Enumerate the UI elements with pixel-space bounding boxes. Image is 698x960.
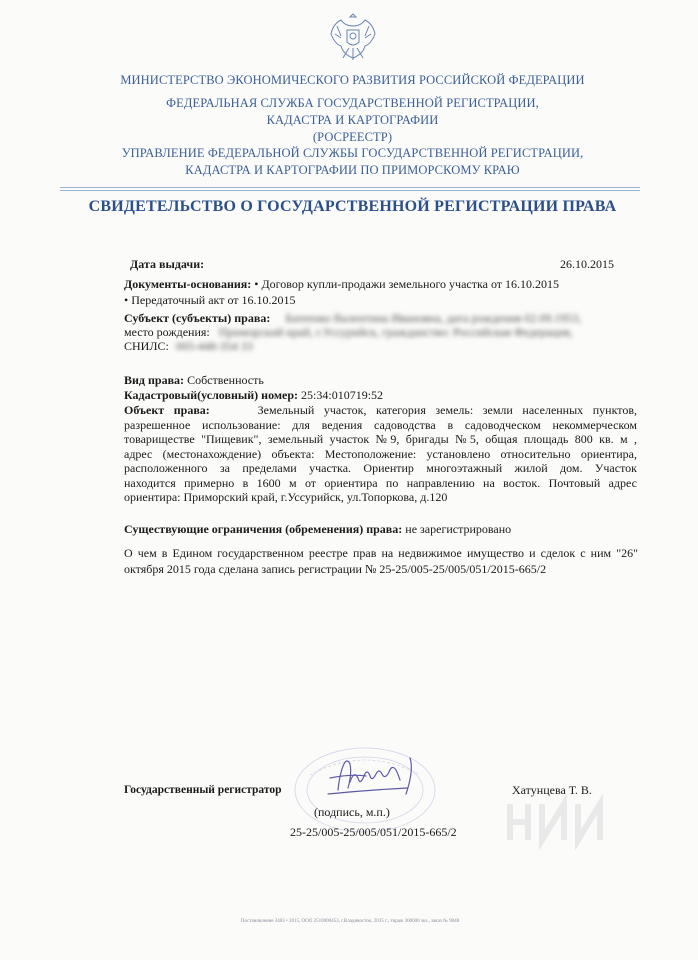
document-title: СВИДЕТЕЛЬСТВО О ГОСУДАРСТВЕННОЙ РЕГИСТРАЦИИ ПРАВА — [88, 198, 617, 215]
service-line-2: КАДАСТРА И КАРТОГРАФИИ — [266, 113, 439, 127]
header-divider-secondary — [60, 190, 640, 191]
object-line-5: расположенного за пределами участка. Ориентир многоэтажный жилой дом. Участок — [124, 461, 637, 475]
registrar-label: Государственный регистратор — [124, 784, 282, 796]
right-kind-value: Собственность — [187, 373, 264, 387]
object-description — [124, 403, 637, 505]
registration-number: 25-25/005-25/005/051/2015-665/2 — [290, 825, 457, 839]
cadastral-value: 25:34:010719:52 — [301, 388, 384, 402]
document-item-1: • Договор купли-продажи земельного участка от 16.10.2015 — [254, 277, 560, 291]
service-line-3: (РОСРЕЕСТР) — [312, 130, 393, 144]
office-heading — [60, 145, 645, 179]
object-label: Объект права: — [124, 403, 210, 417]
documents-label: Документы-основания: — [124, 277, 252, 291]
issue-date-label: Дата выдачи: — [130, 257, 205, 271]
object-line-3: товариществе "Пищевик", земельный участок №9, бригады №5, общая площадь 800 кв. м , — [124, 432, 637, 446]
office-line-1: УПРАВЛЕНИЕ ФЕДЕРАЛЬНОЙ СЛУЖБЫ ГОСУДАРСТВЕННОЙ РЕГИСТРАЦИИ, — [121, 146, 584, 160]
record-line-1: О чем в Едином государственном реестре прав на недвижимое имущество и сделок с ним "26" — [124, 546, 638, 560]
header-divider — [60, 187, 640, 188]
record-line-2: октября 2015 года сделана запись регистрации № 25-25/005-25/005/051/2015-665/2 — [124, 562, 547, 576]
snils-line — [124, 339, 253, 354]
coat-of-arms-icon — [327, 8, 379, 64]
office-line-2: КАДАСТРА И КАРТОГРАФИИ ПО ПРИМОРСКОМУ КРАЮ — [185, 163, 520, 177]
snils-label: СНИЛС: — [124, 339, 169, 353]
signature-caption: (подпись, м.п.) — [314, 805, 390, 819]
snils-redacted: 005-448-354 33 — [175, 339, 253, 353]
documents-line — [124, 277, 559, 292]
print-footer: Постановление 3403 • 2015, ООО 2510000453, г.Владивосток, 2015 г., тираж 300000 экз., заказ № 9048 — [240, 919, 460, 924]
object-line-4: адрес (местонахождение) объекта: Местоположение: установлено относительно ориентира, — [124, 446, 637, 461]
birthplace-redacted: Приморский край, г.Уссурийск, гражданство: Российская Федерация, — [218, 325, 573, 339]
subject-line — [124, 311, 638, 326]
document-item-2: • Передаточный акт от 16.10.2015 — [124, 293, 296, 307]
right-kind-line — [124, 373, 264, 388]
issue-date-value: 26.10.2015 — [560, 257, 614, 271]
object-line-1: Земельный участок, категория земель: земли населенных пунктов, — [257, 403, 638, 417]
object-line-2: разрешенное использование: для ведения садоводства в садоводческом некоммерческом — [124, 417, 637, 432]
subject-label: Субъект (субъекты) права: — [124, 311, 271, 325]
ministry-heading: МИНИСТЕРСТВО ЭКОНОМИЧЕСКОГО РАЗВИТИЯ РОССИЙСКОЙ ФЕДЕРАЦИИ — [120, 73, 585, 87]
restrictions-line — [124, 522, 511, 537]
restrictions-label: Существующие ограничения (обременения) права: — [124, 522, 403, 536]
cadastral-label: Кадастровый(условный) номер: — [124, 388, 299, 402]
cadastral-line — [124, 388, 383, 403]
object-line-7: ориентира: Приморский край, г.Уссурийск, ул.Топоркова, д.120 — [124, 490, 448, 504]
service-line-1: ФЕДЕРАЛЬНАЯ СЛУЖБА ГОСУДАРСТВЕННОЙ РЕГИСТРАЦИИ, — [166, 96, 539, 110]
service-heading — [60, 95, 645, 146]
birthplace-label: место рождения: — [124, 325, 210, 339]
right-kind-label: Вид права: — [124, 373, 185, 387]
restrictions-value: не зарегистрировано — [405, 522, 512, 536]
subject-name-redacted: Батеенко Валентина Ивановна, дата рождения 02.09.1953, — [285, 311, 582, 325]
object-line-6: находится примерно в 1600 м от ориентира по направлению на восток. Почтовый адрес — [124, 475, 637, 490]
watermark-icon — [500, 790, 620, 850]
signature-icon — [320, 750, 440, 800]
registrar-name: Хатунцева Т. В. — [512, 783, 592, 797]
birthplace-line — [124, 325, 638, 340]
